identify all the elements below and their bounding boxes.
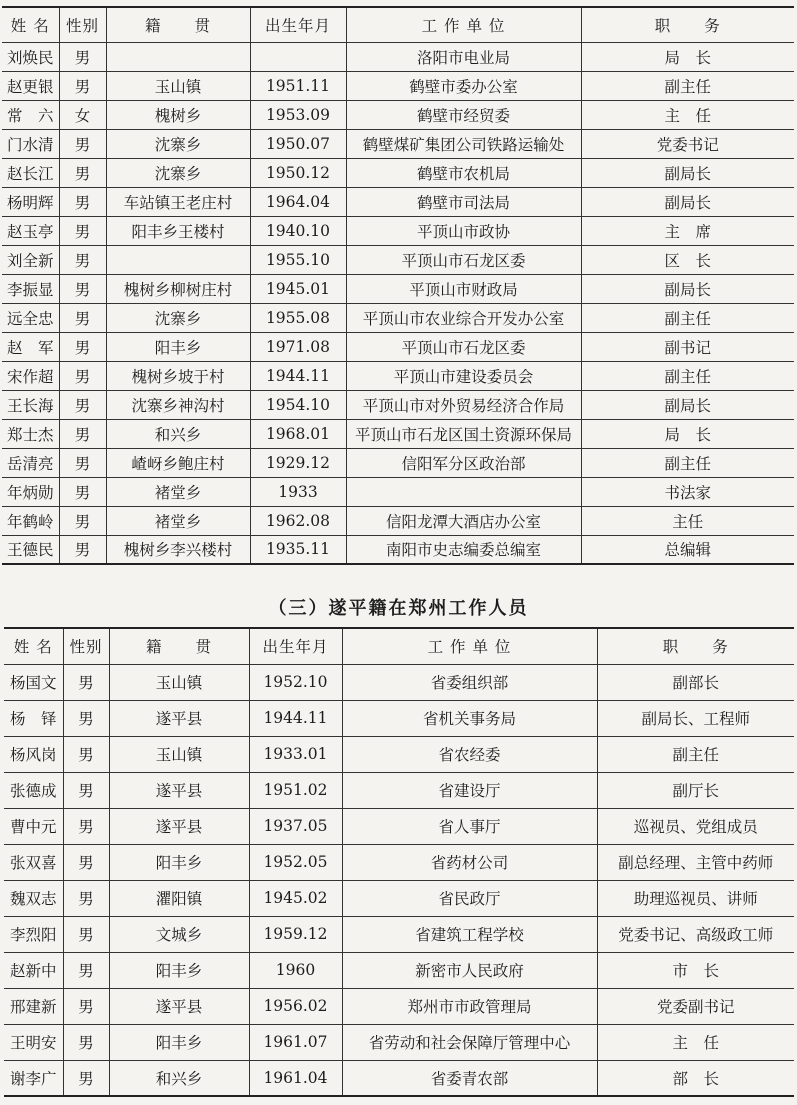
cell-unit: [346, 477, 581, 506]
cell-origin: 和兴乡: [106, 419, 250, 448]
cell-gender: 男: [59, 448, 106, 477]
cell-origin: 玉山镇: [109, 664, 249, 700]
cell-origin: 阳丰乡: [106, 332, 250, 361]
cell-name: 邢建新: [4, 988, 63, 1024]
cell-title: 巡视员、党组成员: [597, 808, 794, 844]
cell-gender: 男: [59, 129, 106, 158]
table-row: [2, 332, 794, 361]
cell-name: 王长海: [2, 390, 59, 419]
table-row: [2, 274, 794, 303]
cell-title: 副局长: [581, 158, 794, 187]
cell-birth: 1937.05: [249, 808, 342, 844]
cell-name: 年炳勋: [2, 477, 59, 506]
cell-title: 局 长: [581, 42, 794, 71]
cell-gender: 女: [59, 100, 106, 129]
cell-title: 助理巡视员、讲师: [597, 880, 794, 916]
cell-title: 副局长: [581, 187, 794, 216]
cell-title: 副主任: [581, 448, 794, 477]
cell-title: 党委书记: [581, 129, 794, 158]
header-name: 姓 名: [2, 7, 59, 42]
cell-gender: 男: [59, 216, 106, 245]
table-row: [4, 736, 794, 772]
header-name: 姓 名: [4, 628, 63, 664]
cell-origin: 褚堂乡: [106, 477, 250, 506]
table-row: [4, 952, 794, 988]
cell-gender: 男: [59, 274, 106, 303]
cell-origin: 沈寨乡神沟村: [106, 390, 250, 419]
header-title: 职 务: [597, 628, 794, 664]
cell-birth: 1933.01: [249, 736, 342, 772]
cell-name: 谢李广: [4, 1060, 63, 1096]
cell-name: 常 六: [2, 100, 59, 129]
cell-title: 市 长: [597, 952, 794, 988]
cell-gender: 男: [63, 1060, 109, 1096]
cell-gender: 男: [63, 1024, 109, 1060]
cell-gender: 男: [59, 71, 106, 100]
table-row: [4, 1024, 794, 1060]
cell-birth: [250, 42, 346, 71]
cell-name: 王德民: [2, 535, 59, 564]
cell-origin: 嵖岈乡鲍庄村: [106, 448, 250, 477]
cell-unit: 平顶山市对外贸易经济合作局: [346, 390, 581, 419]
cell-origin: 阳丰乡: [109, 844, 249, 880]
cell-unit: 省劳动和社会保障厅管理中心: [342, 1024, 597, 1060]
cell-unit: 省建设厅: [342, 772, 597, 808]
cell-unit: 平顶山市政协: [346, 216, 581, 245]
cell-origin: 褚堂乡: [106, 506, 250, 535]
cell-birth: 1955.08: [250, 303, 346, 332]
cell-origin: 槐树乡李兴楼村: [106, 535, 250, 564]
cell-name: 杨 铎: [4, 700, 63, 736]
cell-unit: 省农经委: [342, 736, 597, 772]
cell-name: 远全忠: [2, 303, 59, 332]
header-birth: 出生年月: [249, 628, 342, 664]
cell-title: 部 长: [597, 1060, 794, 1096]
cell-birth: 1962.08: [250, 506, 346, 535]
cell-birth: 1959.12: [249, 916, 342, 952]
cell-title: 主 任: [581, 100, 794, 129]
cell-title: 副主任: [597, 736, 794, 772]
cell-birth: 1954.10: [250, 390, 346, 419]
table-row: [4, 880, 794, 916]
cell-gender: 男: [59, 245, 106, 274]
cell-gender: 男: [59, 303, 106, 332]
cell-gender: 男: [59, 506, 106, 535]
cell-title: 主任: [581, 506, 794, 535]
cell-unit: 平顶山市农业综合开发办公室: [346, 303, 581, 332]
table-row: [4, 700, 794, 736]
header-origin: 籍 贯: [106, 7, 250, 42]
cell-origin: 灈阳镇: [109, 880, 249, 916]
header-unit: 工 作 单 位: [342, 628, 597, 664]
cell-origin: 槐树乡坡于村: [106, 361, 250, 390]
cell-gender: 男: [63, 880, 109, 916]
cell-name: 赵新中: [4, 952, 63, 988]
cell-origin: 阳丰乡王楼村: [106, 216, 250, 245]
table-row: [2, 303, 794, 332]
cell-birth: 1951.02: [249, 772, 342, 808]
cell-origin: 槐树乡柳树庄村: [106, 274, 250, 303]
cell-origin: 沈寨乡: [106, 303, 250, 332]
cell-origin: [106, 42, 250, 71]
cell-birth: 1971.08: [250, 332, 346, 361]
cell-unit: 平顶山市石龙区国土资源环保局: [346, 419, 581, 448]
cell-title: 副局长: [581, 274, 794, 303]
cell-gender: 男: [59, 419, 106, 448]
cell-unit: 信阳军分区政治部: [346, 448, 581, 477]
cell-name: 刘全新: [2, 245, 59, 274]
cell-unit: 信阳龙潭大酒店办公室: [346, 506, 581, 535]
cell-name: 张双喜: [4, 844, 63, 880]
header-origin: 籍 贯: [109, 628, 249, 664]
personnel-table-2: [4, 627, 794, 1097]
table-row: [2, 535, 794, 564]
cell-origin: 遂平县: [109, 700, 249, 736]
cell-title: 副厅长: [597, 772, 794, 808]
cell-name: 赵更银: [2, 71, 59, 100]
cell-gender: 男: [63, 844, 109, 880]
header-gender: 性别: [63, 628, 109, 664]
cell-name: 张德成: [4, 772, 63, 808]
cell-birth: 1951.11: [250, 71, 346, 100]
cell-title: 副主任: [581, 303, 794, 332]
cell-name: 宋作超: [2, 361, 59, 390]
cell-unit: 鹤壁市农机局: [346, 158, 581, 187]
table-row: [2, 448, 794, 477]
cell-gender: 男: [63, 952, 109, 988]
cell-origin: 阳丰乡: [109, 1024, 249, 1060]
cell-name: 杨国文: [4, 664, 63, 700]
table-body: [4, 664, 794, 1096]
cell-title: 党委书记、高级政工师: [597, 916, 794, 952]
cell-origin: 沈寨乡: [106, 129, 250, 158]
cell-gender: 男: [63, 808, 109, 844]
cell-name: 李振显: [2, 274, 59, 303]
cell-name: 杨明辉: [2, 187, 59, 216]
cell-title: 区 长: [581, 245, 794, 274]
cell-unit: 省人事厅: [342, 808, 597, 844]
cell-birth: 1950.07: [250, 129, 346, 158]
cell-birth: 1950.12: [250, 158, 346, 187]
cell-title: 党委副书记: [597, 988, 794, 1024]
cell-title: 副局长、工程师: [597, 700, 794, 736]
cell-gender: 男: [59, 535, 106, 564]
cell-origin: 遂平县: [109, 808, 249, 844]
table-row: [2, 506, 794, 535]
cell-birth: 1961.07: [249, 1024, 342, 1060]
cell-unit: 鹤壁市司法局: [346, 187, 581, 216]
cell-unit: 新密市人民政府: [342, 952, 597, 988]
cell-title: 副主任: [581, 361, 794, 390]
cell-gender: 男: [59, 390, 106, 419]
table-row: [4, 808, 794, 844]
cell-title: 主 席: [581, 216, 794, 245]
cell-name: 赵玉亭: [2, 216, 59, 245]
cell-origin: 遂平县: [109, 988, 249, 1024]
cell-birth: 1945.02: [249, 880, 342, 916]
section-title: （三）遂平籍在郑州工作人员: [268, 598, 529, 619]
table-row: [2, 100, 794, 129]
table-row: [4, 772, 794, 808]
cell-gender: 男: [59, 477, 106, 506]
cell-birth: 1961.04: [249, 1060, 342, 1096]
cell-gender: 男: [59, 158, 106, 187]
cell-gender: 男: [59, 42, 106, 71]
header-unit: 工 作 单 位: [346, 7, 581, 42]
cell-birth: 1956.02: [249, 988, 342, 1024]
cell-gender: 男: [63, 736, 109, 772]
cell-gender: 男: [59, 187, 106, 216]
cell-name: 赵长江: [2, 158, 59, 187]
cell-gender: 男: [59, 361, 106, 390]
cell-name: 岳清亮: [2, 448, 59, 477]
cell-birth: 1944.11: [249, 700, 342, 736]
cell-name: 杨风岗: [4, 736, 63, 772]
cell-unit: 省委青农部: [342, 1060, 597, 1096]
table-body: [2, 42, 794, 564]
personnel-table-1: [2, 6, 794, 565]
table-row: [2, 158, 794, 187]
cell-unit: 省委组织部: [342, 664, 597, 700]
cell-origin: 沈寨乡: [106, 158, 250, 187]
cell-origin: 玉山镇: [109, 736, 249, 772]
cell-origin: 文城乡: [109, 916, 249, 952]
table-header-row: [4, 628, 794, 664]
cell-name: 李烈阳: [4, 916, 63, 952]
cell-name: 赵 军: [2, 332, 59, 361]
cell-gender: 男: [63, 988, 109, 1024]
cell-birth: 1968.01: [250, 419, 346, 448]
cell-gender: 男: [63, 916, 109, 952]
cell-birth: 1940.10: [250, 216, 346, 245]
table-row: [2, 216, 794, 245]
cell-gender: 男: [63, 772, 109, 808]
table-row: [2, 419, 794, 448]
cell-birth: 1960: [249, 952, 342, 988]
table-row: [4, 988, 794, 1024]
cell-title: 副部长: [597, 664, 794, 700]
cell-gender: 男: [63, 700, 109, 736]
table-row: [2, 245, 794, 274]
table-row: [4, 664, 794, 700]
cell-birth: 1964.04: [250, 187, 346, 216]
cell-name: 曹中元: [4, 808, 63, 844]
cell-birth: 1952.10: [249, 664, 342, 700]
cell-origin: 玉山镇: [106, 71, 250, 100]
cell-birth: 1929.12: [250, 448, 346, 477]
cell-origin: [106, 245, 250, 274]
table-row: [2, 187, 794, 216]
cell-unit: 省药材公司: [342, 844, 597, 880]
cell-name: 刘焕民: [2, 42, 59, 71]
cell-origin: 遂平县: [109, 772, 249, 808]
header-title: 职 务: [581, 7, 794, 42]
cell-unit: 省建筑工程学校: [342, 916, 597, 952]
cell-gender: 男: [59, 332, 106, 361]
cell-birth: 1944.11: [250, 361, 346, 390]
table-header-row: [2, 7, 794, 42]
cell-name: 王明安: [4, 1024, 63, 1060]
cell-unit: 郑州市市政管理局: [342, 988, 597, 1024]
cell-title: 书法家: [581, 477, 794, 506]
cell-birth: 1953.09: [250, 100, 346, 129]
cell-unit: 平顶山市建设委员会: [346, 361, 581, 390]
cell-birth: 1945.01: [250, 274, 346, 303]
header-birth: 出生年月: [250, 7, 346, 42]
cell-title: 副主任: [581, 71, 794, 100]
table-row: [4, 844, 794, 880]
cell-unit: 平顶山市财政局: [346, 274, 581, 303]
cell-origin: 和兴乡: [109, 1060, 249, 1096]
table-row: [2, 129, 794, 158]
cell-unit: 省民政厅: [342, 880, 597, 916]
cell-unit: 平顶山市石龙区委: [346, 332, 581, 361]
cell-unit: 鹤壁市经贸委: [346, 100, 581, 129]
cell-name: 魏双志: [4, 880, 63, 916]
table-row: [2, 42, 794, 71]
cell-title: 副总经理、主管中药师: [597, 844, 794, 880]
cell-name: 年鹤岭: [2, 506, 59, 535]
cell-birth: 1952.05: [249, 844, 342, 880]
cell-birth: 1935.11: [250, 535, 346, 564]
cell-title: 局 长: [581, 419, 794, 448]
cell-unit: 省机关事务局: [342, 700, 597, 736]
cell-name: 郑士杰: [2, 419, 59, 448]
cell-title: 副局长: [581, 390, 794, 419]
cell-origin: 阳丰乡: [109, 952, 249, 988]
cell-birth: 1955.10: [250, 245, 346, 274]
cell-gender: 男: [63, 664, 109, 700]
cell-title: 总编辑: [581, 535, 794, 564]
table-row: [2, 477, 794, 506]
cell-origin: 车站镇王老庄村: [106, 187, 250, 216]
cell-title: 主 任: [597, 1024, 794, 1060]
cell-unit: 平顶山市石龙区委: [346, 245, 581, 274]
table-row: [2, 390, 794, 419]
cell-name: 门水清: [2, 129, 59, 158]
cell-origin: 槐树乡: [106, 100, 250, 129]
header-gender: 性别: [59, 7, 106, 42]
cell-unit: 南阳市史志编委总编室: [346, 535, 581, 564]
cell-title: 副书记: [581, 332, 794, 361]
table-row: [2, 361, 794, 390]
cell-unit: 洛阳市电业局: [346, 42, 581, 71]
table-row: [2, 71, 794, 100]
cell-birth: 1933: [250, 477, 346, 506]
table-row: [4, 916, 794, 952]
cell-unit: 鹤壁煤矿集团公司铁路运输处: [346, 129, 581, 158]
table-row: [4, 1060, 794, 1096]
cell-unit: 鹤壁市委办公室: [346, 71, 581, 100]
